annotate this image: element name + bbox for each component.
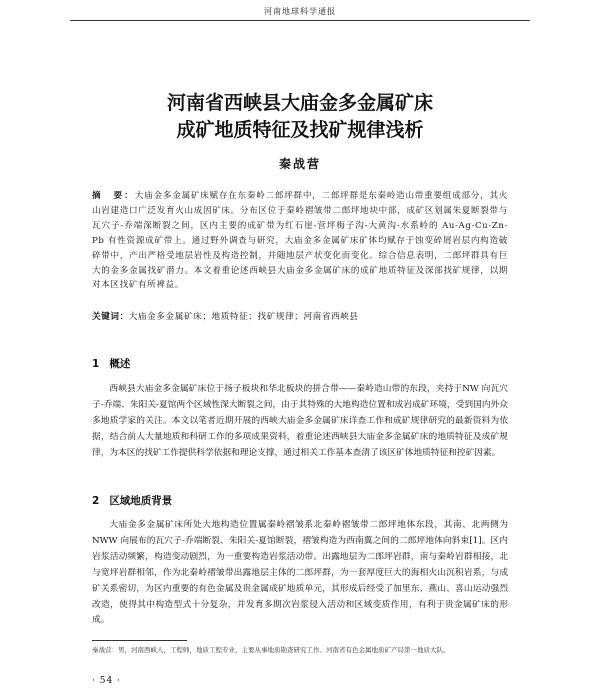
paragraph: 西峡县大庙金多金属矿床位于扬子板块和华北板块的拼合带——秦岭造山带的东段，夹持于NW 向瓦穴子-乔端、朱阳关-夏馆两个区域性深大断裂之间，由于其特殊的大地构造位置和成岩成矿环境，受到国内外众多地质学家的关注。本文以笔者近期开展的西峡大庙金多金属矿床详查工作和成矿规律研究的最新资料为依据，结合前人大量地质和科研工作的多项成果资料，着重论述西峡县大庙金多金属矿床的地质特征及成矿规律，为本区的找矿工作提供科学依据和理论支撑，通过相关工作基本查清了该区矿体地质特征和控矿因素。 bbox=[92, 384, 508, 458]
paragraph: 大庙金多金属矿床所处大地构造位置属秦岭褶皱系北秦岭褶皱带二郎坪地体东段，其南、北两侧为 NWW 向展布的瓦穴子-乔端断裂、朱阳关-夏馆断裂，褶皱构造为西南翼之间的二郎坪地体向斜束[1]。区内岩浆活动频繁，构造变动剧烈，为一重要构造岩浆活动带。出露地层为二郎坪岩群，南与秦岭岩群相接，北与宽坪岩群相邻，作为北秦岭褶皱带出露地层主体的二郎坪群，为一套厚度巨大的海相火山沉积岩系，与成矿关系密切，为区内重要的有色金属及贵金属成矿地质单元，其形成后经受了加里东、燕山、喜山运动强烈改造，使得其中构造型式十分复杂，并发育多期次岩浆侵入活动和区域变质作用，有利于贵金属矿床的形成。 bbox=[92, 520, 508, 626]
section-heading-1 bbox=[92, 356, 130, 371]
keywords-label: 关键词： bbox=[92, 312, 129, 322]
running-header bbox=[70, 6, 530, 21]
section-title: 概述 bbox=[109, 358, 131, 370]
keywords bbox=[92, 310, 508, 324]
abstract-text: 大庙金多金属矿床赋存在东秦岭二郎坪群中，二郎坪群是东秦岭造山带重要组成部分，其火山岩建造口广泛发育火山成因矿床。分布区位于秦岭褶皱带二郎坪地块中部，成矿区划属朱夏断裂带与瓦穴子-乔端深断裂之间，区内主要的成矿带为红石崖-营坪梅子沟-大黄沟-水系岭的 Au-Ag-Cu-Zn-Pb 有性资源成矿带上。通过野外调查与研究，大庙金多金属矿床矿体均赋存于蚀变碎屑岩层内构造破碎带中，产出严格受地层岩性及构造控制，并随地层产状变化而变化。综合信息表明，二郎坪群具有巨大的金多金属找矿潜力。本文着重论述西峡县大庙金多金属矿床的成矿地质特征及深部找矿规律，以期对本区找矿有所裨益。 bbox=[92, 191, 508, 291]
section-number: 2 bbox=[92, 495, 100, 507]
journal-name: 河南地球科学通报 bbox=[264, 7, 336, 16]
author-name: 秦战营 bbox=[278, 157, 321, 171]
abstract bbox=[92, 189, 508, 293]
keywords-text: 大庙金多金属矿床；地质特征；找矿规律；河南省西峡县 bbox=[128, 312, 359, 322]
title-line-2: 成矿地质特征及找矿规律浅析 bbox=[176, 119, 424, 141]
section-heading-2 bbox=[92, 493, 172, 508]
page-number: · 54 · bbox=[92, 676, 121, 686]
author-footnote: 秦战营：男，河南西峡人，工程师，地质工程专业，主要从事地质勘查研究工作。河南省有色金属地质矿产局第一地质大队。 bbox=[92, 646, 450, 654]
paper-title bbox=[80, 90, 520, 144]
footnote-divider bbox=[92, 640, 187, 641]
section-title: 区域地质背景 bbox=[109, 495, 173, 507]
title-line-1: 河南省西峡县大庙金多金属矿床 bbox=[166, 92, 433, 114]
section-number: 1 bbox=[92, 358, 100, 370]
abstract-label: 摘 要： bbox=[92, 191, 135, 201]
